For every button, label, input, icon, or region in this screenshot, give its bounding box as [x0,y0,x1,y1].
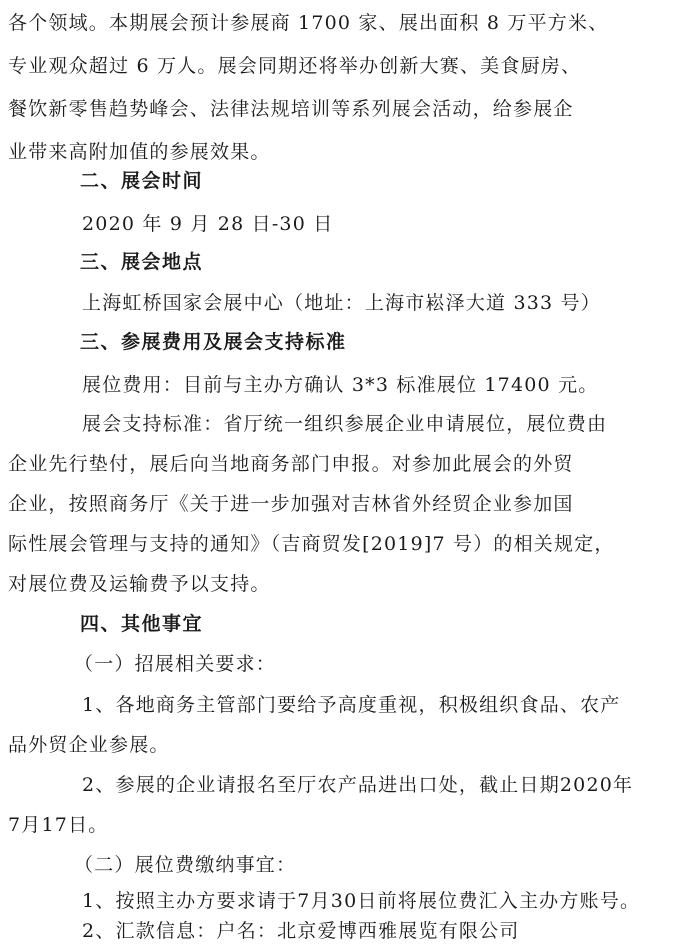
paragraph-line: 2、汇款信息：户名：北京爱博西雅展览有限公司 [82,920,520,942]
paragraph-line: 1、各地商务主管部门要给予高度重视，积极组织食品、农产 [82,694,621,716]
paragraph-line: 1、按照主办方要求请于7月30日前将展位费汇入主办方账号。 [82,890,641,912]
subsection-heading-payment: （二）展位费缴纳事宜： [74,854,297,876]
section-heading-other: 四、其他事宜 [80,613,204,635]
exhibition-address: 上海虹桥国家会展中心（地址：上海市崧泽大道 333 号） [82,292,601,314]
paragraph-line: 7月17日。 [8,814,109,836]
paragraph-line: 各个领域。本期展会预计参展商 1700 家、展出面积 8 万平方米、 [8,12,609,34]
section-heading-fees: 三、参展费用及展会支持标准 [80,331,347,353]
section-heading-time: 二、展会时间 [80,170,204,192]
exhibition-date: 2020 年 9 月 28 日-30 日 [82,213,334,235]
booth-fee: 展位费用：目前与主办方确认 3*3 标准展位 17400 元。 [82,374,599,396]
subsection-heading-recruitment: （一）招展相关要求： [74,653,277,675]
paragraph-line: 企业，按照商务厅《关于进一步加强对吉林省外经贸企业参加国 [8,493,574,515]
section-heading-location: 三、展会地点 [80,251,204,273]
paragraph-line: 专业观众超过 6 万人。展会同期还将举办创新大赛、美食厨房、 [8,55,582,77]
paragraph-line: 业带来高附加值的参展效果。 [8,141,271,163]
paragraph-line: 品外贸企业参展。 [8,734,170,756]
paragraph-line: 展会支持标准：省厅统一组织参展企业申请展位，展位费由 [82,413,608,435]
paragraph-line: 际性展会管理与支持的通知》（吉商贸发[2019]7 号）的相关规定， [8,533,615,555]
paragraph-line: 餐饮新零售趋势峰会、法律法规培训等系列展会活动，给参展企 [8,98,574,120]
paragraph-line: 企业先行垫付，展后向当地商务部门申报。对参加此展会的外贸 [8,453,574,475]
paragraph-line: 2、参展的企业请报名至厅农产品进出口处，截止日期2020年 [82,774,634,796]
paragraph-line: 对展位费及运输费予以支持。 [8,573,271,595]
